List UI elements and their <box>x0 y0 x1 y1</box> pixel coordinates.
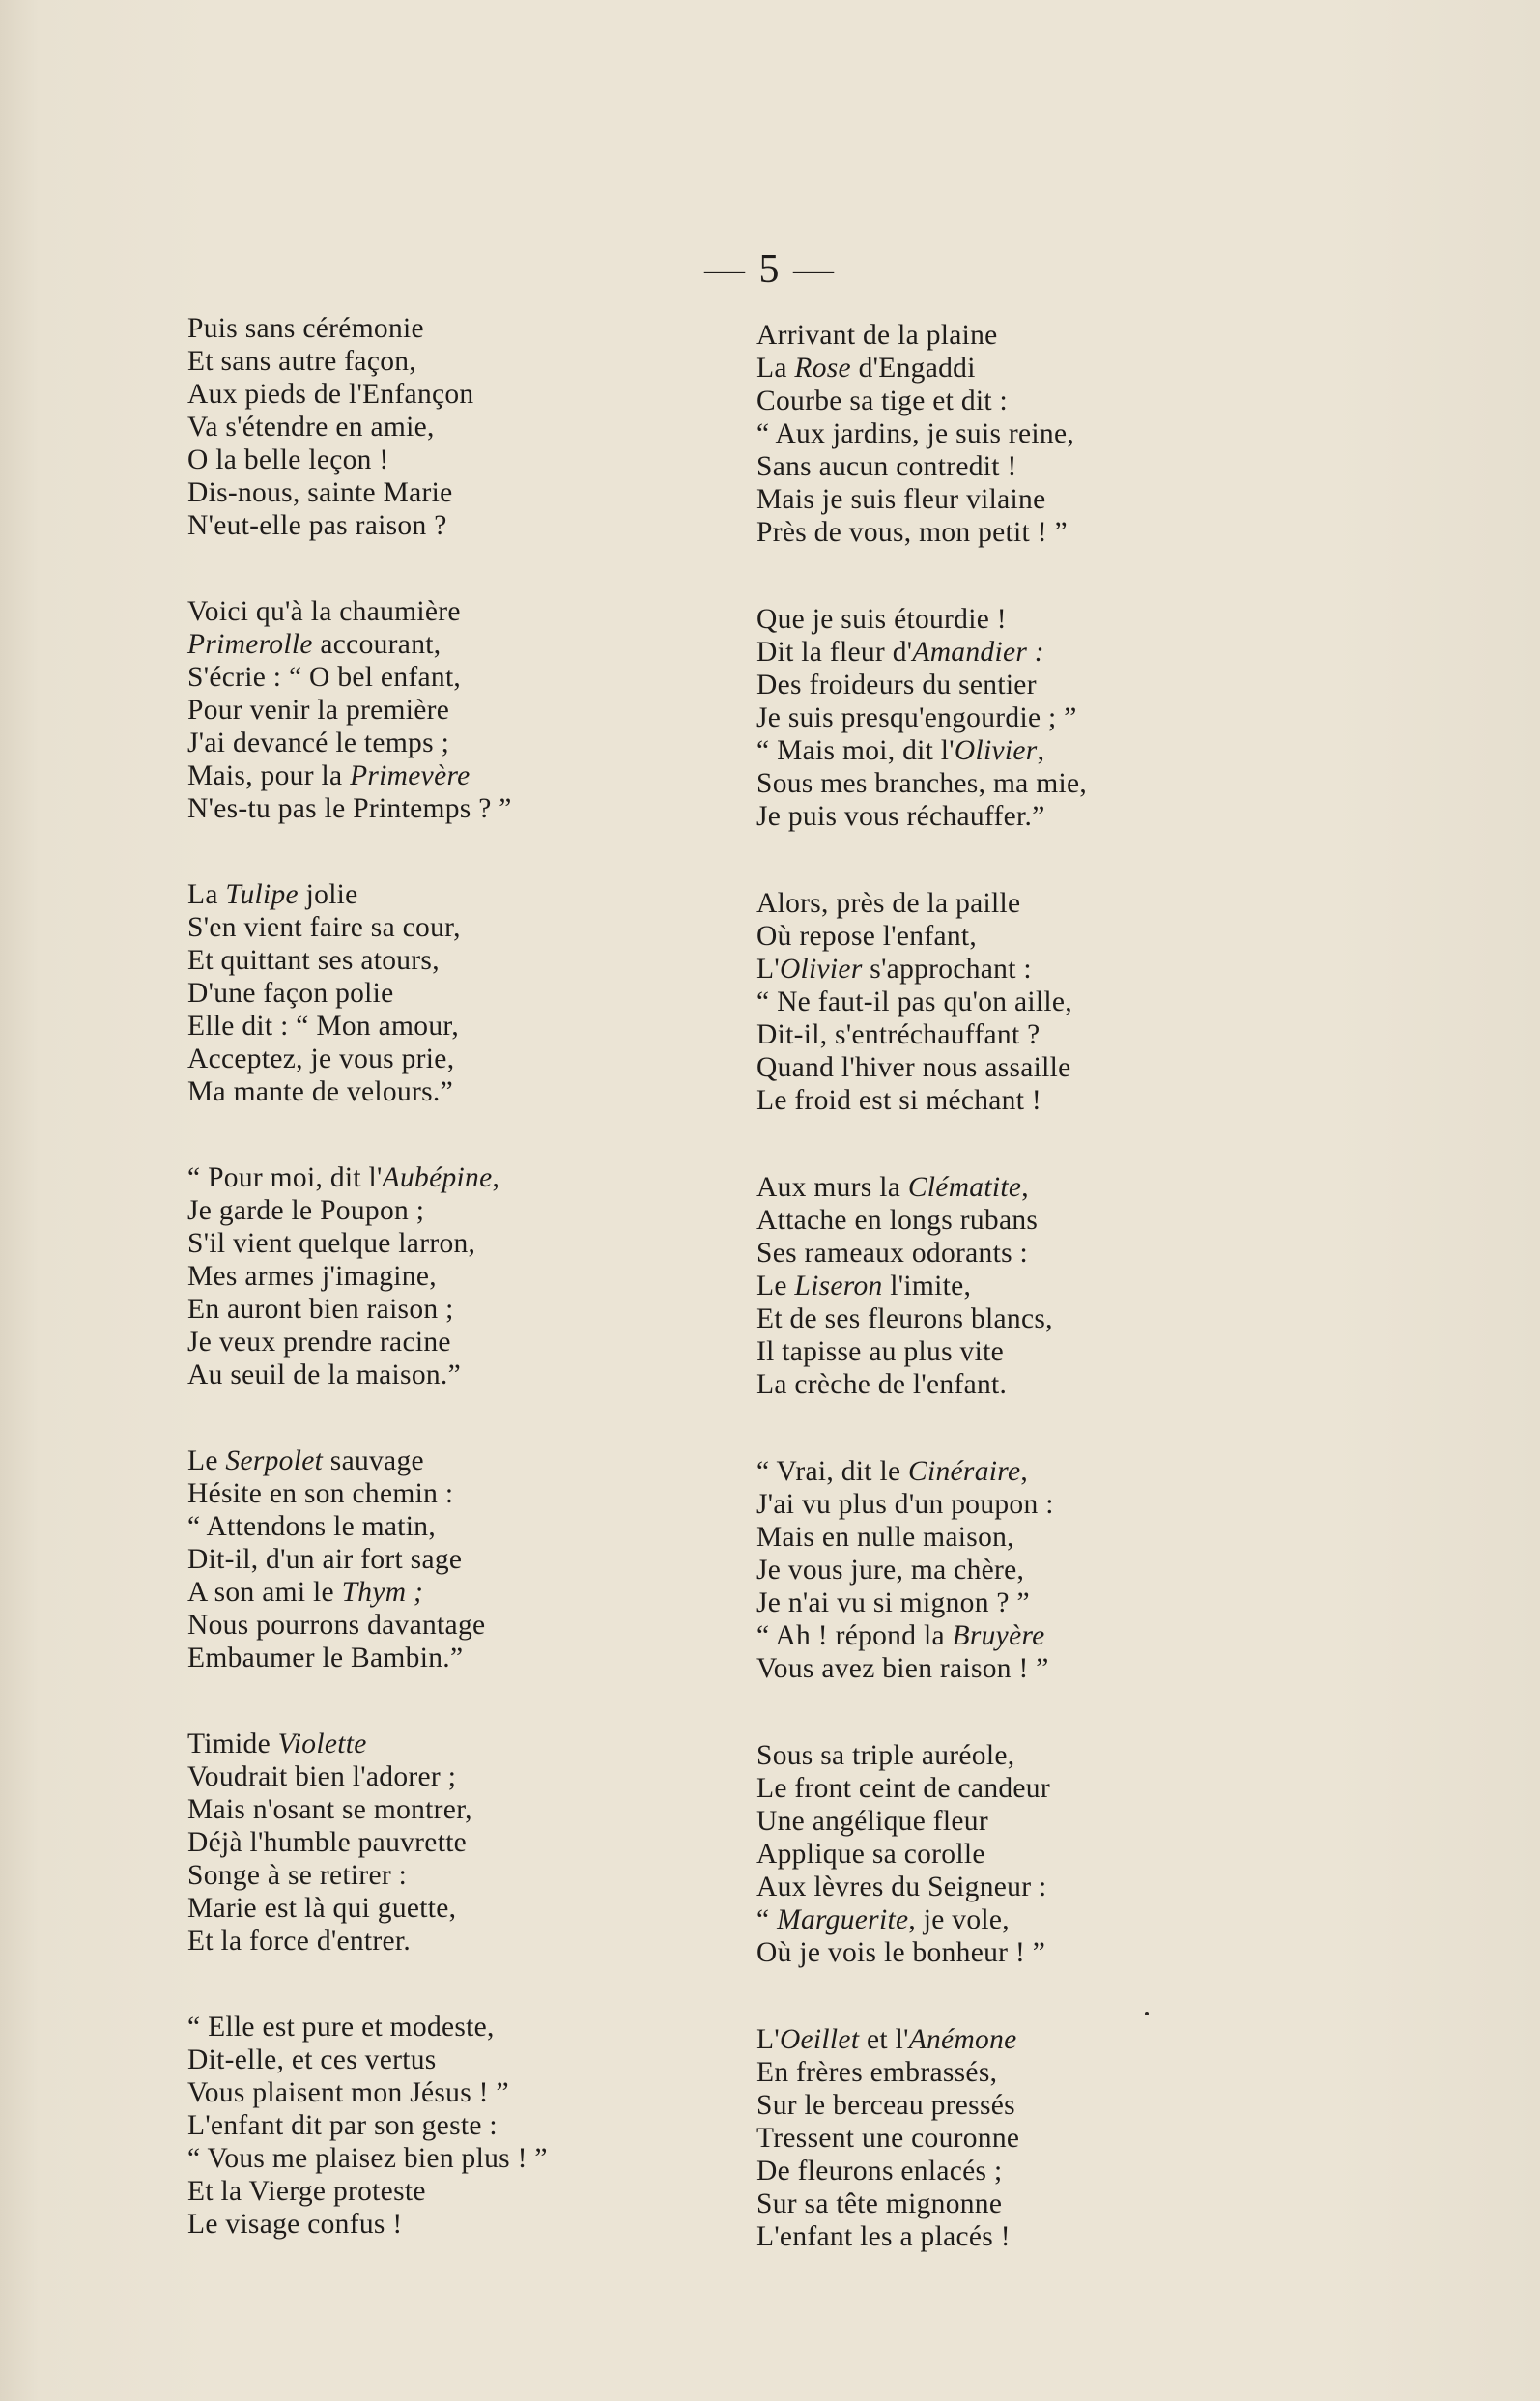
verse-line <box>756 953 1394 986</box>
verse-line <box>756 1455 1394 1488</box>
verse-text: Vous plaisent mon Jésus ! ” <box>187 2077 509 2108</box>
verse-text: Mais n'osant se montrer, <box>187 1794 472 1825</box>
verse-line <box>756 701 1394 734</box>
verse-text: Déjà l'humble pauvrette <box>187 1827 468 1858</box>
verse-line <box>187 2076 825 2109</box>
verse-line <box>756 2155 1394 2187</box>
verse-text: La <box>756 353 795 384</box>
flower-name: Clématite <box>907 1172 1022 1203</box>
verse-line <box>756 2122 1394 2155</box>
verse-text: Timide <box>187 1729 278 1759</box>
verse-line <box>756 603 1394 636</box>
verse-line <box>187 595 825 628</box>
verse-text: Sur sa tête mignonne <box>756 2188 1003 2219</box>
right-stanza-5 <box>756 1455 1394 1685</box>
verse-line <box>756 352 1394 385</box>
verse-line <box>187 944 825 977</box>
flower-name: Cinéraire <box>908 1456 1021 1487</box>
verse-text: “ Aux jardins, je suis reine, <box>756 418 1075 449</box>
flower-name: Primerolle <box>187 629 313 660</box>
verse-line <box>756 516 1394 549</box>
verse-text: Je puis vous réchauffer.” <box>756 801 1045 832</box>
verse-text: Courbe sa tige et dit : <box>756 386 1009 416</box>
verse-text: Embaumer le Bambin.” <box>187 1643 464 1673</box>
verse-line <box>756 417 1394 450</box>
verse-text: sauvage <box>323 1445 424 1476</box>
verse-text: “ Ne faut-il pas qu'on aille, <box>756 986 1072 1017</box>
verse-text: Le <box>756 1271 795 1301</box>
verse-text: L'enfant les a placés ! <box>756 2221 1011 2252</box>
verse-line <box>756 1805 1394 1838</box>
verse-text: La <box>187 879 226 910</box>
verse-line <box>187 1075 825 1108</box>
flower-name: Marguerite <box>777 1904 909 1935</box>
verse-line <box>187 1260 825 1293</box>
verse-text: Mais, pour la <box>187 760 351 791</box>
verse-text: N'eut-elle pas raison ? <box>187 510 447 541</box>
verse-text: Et quittant ses atours, <box>187 945 440 976</box>
verse-line <box>187 378 825 411</box>
verse-text: Tressent une couronne <box>756 2123 1020 2154</box>
verse-text: S'il vient quelque larron, <box>187 1228 476 1259</box>
verse-text: Voici qu'à la chaumière <box>187 596 461 627</box>
verse-text: L' <box>756 2024 780 2055</box>
verse-text: s'approchant : <box>862 954 1032 985</box>
verse-text: Acceptez, je vous prie, <box>187 1043 455 1074</box>
verse-line <box>756 2056 1394 2089</box>
verse-line <box>187 1510 825 1543</box>
verse-line <box>187 628 825 661</box>
verse-line <box>756 450 1394 483</box>
verse-text: Dit-elle, et ces vertus <box>187 2044 437 2075</box>
verse-line <box>756 1521 1394 1554</box>
verse-text: “ Attendons le matin, <box>187 1511 437 1542</box>
verse-line <box>187 1609 825 1642</box>
flower-name: Oeillet <box>779 2024 860 2055</box>
verse-line <box>187 476 825 509</box>
verse-line <box>187 1576 825 1609</box>
verse-line <box>187 759 825 792</box>
verse-text: Quand l'hiver nous assaille <box>756 1052 1071 1083</box>
verse-line <box>187 1161 825 1194</box>
verse-text: Aux murs la <box>756 1172 908 1203</box>
verse-text: “ Pour moi, dit l' <box>187 1162 383 1193</box>
verse-text: Marie est là qui guette, <box>187 1893 457 1924</box>
verse-text: Arrivant de la plaine <box>756 320 998 351</box>
verse-line <box>187 694 825 727</box>
verse-text: l'imite, <box>882 1271 972 1301</box>
verse-line <box>756 1652 1394 1685</box>
verse-text: , <box>1037 735 1045 766</box>
verse-text: Attache en longs rubans <box>756 1205 1039 1236</box>
verse-text: S'en vient faire sa cour, <box>187 912 461 943</box>
verse-text: En auront bien raison ; <box>187 1294 454 1325</box>
verse-text: Songe à se retirer : <box>187 1860 408 1891</box>
verse-line <box>187 1477 825 1510</box>
verse-line <box>187 1925 825 1958</box>
ink-speck <box>1145 2012 1149 2015</box>
verse-text: “ Vrai, dit le <box>756 1456 909 1487</box>
verse-text: Mais je suis fleur vilaine <box>756 484 1046 515</box>
verse-line <box>756 1368 1394 1401</box>
left-stanza-1 <box>187 312 825 542</box>
verse-line <box>187 1728 825 1760</box>
verse-text: D'une façon polie <box>187 978 394 1009</box>
verse-text: Vous avez bien raison ! ” <box>756 1653 1049 1684</box>
flower-name: Liseron <box>794 1271 883 1301</box>
verse-line <box>187 2142 825 2175</box>
verse-line <box>187 727 825 759</box>
verse-text: Je vous jure, ma chère, <box>756 1555 1025 1586</box>
verse-text: Mais en nulle maison, <box>756 1522 1014 1553</box>
verse-text: Applique sa corolle <box>756 1839 985 1870</box>
verse-line <box>756 920 1394 953</box>
page-number: — 5 — <box>704 247 836 292</box>
verse-text: Aux lèvres du Seigneur : <box>756 1872 1047 1902</box>
verse-line <box>756 1171 1394 1204</box>
verse-line <box>187 2011 825 2044</box>
verse-line <box>756 1586 1394 1619</box>
verse-line <box>756 734 1394 767</box>
left-stanza-4 <box>187 1161 825 1391</box>
verse-text: Une angélique fleur <box>756 1806 988 1837</box>
verse-text: , <box>1021 1172 1029 1203</box>
right-stanza-7 <box>756 2023 1394 2253</box>
verse-text: Va s'étendre en amie, <box>187 412 435 443</box>
verse-text: Il tapisse au plus vite <box>756 1336 1004 1367</box>
verse-line <box>756 1619 1394 1652</box>
verse-line <box>756 1204 1394 1237</box>
verse-line <box>187 411 825 443</box>
left-column <box>187 312 825 2294</box>
verse-text: La crèche de l'enfant. <box>756 1369 1008 1400</box>
verse-line <box>756 767 1394 800</box>
verse-text: N'es-tu pas le Printemps ? ” <box>187 793 512 824</box>
right-stanza-3 <box>756 887 1394 1117</box>
verse-text: Le front ceint de candeur <box>756 1773 1050 1804</box>
verse-text: Hésite en son chemin : <box>187 1478 454 1509</box>
verse-text: Dit la fleur d' <box>756 637 913 668</box>
verse-text: “ <box>756 1904 778 1935</box>
left-stanza-3 <box>187 878 825 1108</box>
verse-text: De fleurons enlacés ; <box>756 2156 1003 2187</box>
verse-line <box>187 1358 825 1391</box>
verse-text: Je suis presqu'engourdie ; ” <box>756 702 1077 733</box>
verse-text: L' <box>756 954 780 985</box>
verse-text: Je garde le Poupon ; <box>187 1195 425 1226</box>
right-stanza-1 <box>756 319 1394 549</box>
verse-text: Dis-nous, sainte Marie <box>187 477 453 508</box>
left-stanza-7 <box>187 2011 825 2241</box>
verse-text: Le froid est si méchant ! <box>756 1085 1042 1116</box>
verse-text: Mes armes j'imagine, <box>187 1261 437 1292</box>
verse-text: Sur le berceau pressés <box>756 2090 1015 2121</box>
verse-text: Près de vous, mon petit ! ” <box>756 517 1068 548</box>
verse-line <box>187 792 825 825</box>
verse-line <box>187 2044 825 2076</box>
left-stanza-6 <box>187 1728 825 1958</box>
verse-text: Où repose l'enfant, <box>756 921 978 952</box>
verse-text: Aux pieds de l'Enfançon <box>187 379 474 410</box>
verse-text: Des froideurs du sentier <box>756 670 1037 700</box>
verse-line <box>187 1194 825 1227</box>
verse-line <box>187 1010 825 1043</box>
verse-text: Dit-il, s'entréchauffant ? <box>756 1019 1041 1050</box>
verse-text: J'ai vu plus d'un poupon : <box>756 1489 1054 1520</box>
verse-line <box>187 1444 825 1477</box>
verse-text: d'Engaddi <box>850 353 976 384</box>
flower-name: Olivier <box>779 954 863 985</box>
verse-text: Je veux prendre racine <box>187 1327 451 1358</box>
verse-text: Sous sa triple auréole, <box>756 1740 1015 1771</box>
verse-text: O la belle leçon ! <box>187 444 389 475</box>
verse-text: En frères embrassés, <box>756 2057 998 2088</box>
verse-line <box>187 1826 825 1859</box>
right-column <box>756 319 1394 2307</box>
verse-text: S'écrie : “ O bel enfant, <box>187 662 462 693</box>
verse-line <box>756 2220 1394 2253</box>
verse-line <box>187 509 825 542</box>
verse-text: “ Ah ! répond la <box>756 1620 953 1651</box>
verse-line <box>756 2187 1394 2220</box>
verse-line <box>756 669 1394 701</box>
verse-line <box>756 887 1394 920</box>
verse-line <box>756 1335 1394 1368</box>
verse-text: Le <box>187 1445 226 1476</box>
verse-line <box>187 1043 825 1075</box>
verse-text: “ Elle est pure et modeste, <box>187 2012 495 2043</box>
verse-line <box>756 800 1394 833</box>
verse-text: Sans aucun contredit ! <box>756 451 1017 482</box>
verse-line <box>187 1543 825 1576</box>
verse-line <box>187 661 825 694</box>
verse-text: Où je vois le bonheur ! ” <box>756 1937 1046 1968</box>
verse-text: Elle dit : “ Mon amour, <box>187 1011 459 1042</box>
verse-line <box>187 2208 825 2241</box>
verse-line <box>187 878 825 911</box>
flower-name: Rose <box>794 353 851 384</box>
verse-line <box>756 1051 1394 1084</box>
verse-text: Puis sans cérémonie <box>187 313 424 344</box>
verse-line <box>756 1554 1394 1586</box>
verse-text: Et la force d'entrer. <box>187 1926 412 1957</box>
flower-name: Thym ; <box>341 1577 424 1608</box>
verse-text: Au seuil de la maison.” <box>187 1359 461 1390</box>
verse-text: Sous mes branches, ma mie, <box>756 768 1088 799</box>
flower-name: Aubépine <box>382 1162 493 1193</box>
verse-text: Le visage confus ! <box>187 2209 403 2240</box>
verse-line <box>756 1018 1394 1051</box>
left-stanza-2 <box>187 595 825 825</box>
verse-line <box>187 1227 825 1260</box>
verse-text: “ Vous me plaisez bien plus ! ” <box>187 2143 548 2174</box>
verse-text: accourant, <box>312 629 442 660</box>
verse-line <box>756 1739 1394 1772</box>
verse-line <box>756 636 1394 669</box>
verse-line <box>756 1936 1394 1969</box>
flower-name: Bruyère <box>952 1620 1045 1651</box>
verse-line <box>756 1871 1394 1903</box>
verse-text: Ma mante de velours.” <box>187 1076 453 1107</box>
verse-line <box>187 2109 825 2142</box>
verse-text: Et de ses fleurons blancs, <box>756 1303 1053 1334</box>
verse-text: Pour venir la première <box>187 695 450 726</box>
flower-name: Amandier : <box>912 637 1044 668</box>
verse-line <box>187 1892 825 1925</box>
verse-text: Et sans autre façon, <box>187 346 416 377</box>
verse-text: Voudrait bien l'adorer ; <box>187 1761 457 1792</box>
verse-line <box>187 1326 825 1358</box>
verse-line <box>187 2175 825 2208</box>
verse-text: , <box>492 1162 500 1193</box>
flower-name: Primevère <box>350 760 471 791</box>
verse-line <box>756 1838 1394 1871</box>
verse-text: Que je suis étourdie ! <box>756 604 1007 635</box>
verse-line <box>756 1084 1394 1117</box>
verse-line <box>187 977 825 1010</box>
verse-text: Et la Vierge proteste <box>187 2176 426 2207</box>
verse-text: jolie <box>298 879 358 910</box>
verse-line <box>756 483 1394 516</box>
verse-text: , je vole, <box>908 1904 1010 1935</box>
verse-line <box>756 319 1394 352</box>
verse-line <box>187 312 825 345</box>
verse-line <box>756 385 1394 417</box>
verse-line <box>756 2089 1394 2122</box>
verse-line <box>187 1859 825 1892</box>
verse-line <box>756 1237 1394 1270</box>
verse-line <box>756 1772 1394 1805</box>
verse-line <box>187 443 825 476</box>
verse-text: L'enfant dit par son geste : <box>187 2110 498 2141</box>
verse-text: A son ami le <box>187 1577 342 1608</box>
verse-line <box>756 986 1394 1018</box>
verse-text: et l' <box>859 2024 909 2055</box>
verse-line <box>187 1793 825 1826</box>
verse-line <box>187 1293 825 1326</box>
verse-line <box>756 1302 1394 1335</box>
verse-text: Dit-il, d'un air fort sage <box>187 1544 463 1575</box>
verse-line <box>187 345 825 378</box>
left-stanza-5 <box>187 1444 825 1674</box>
verse-text: Ses rameaux odorants : <box>756 1238 1029 1269</box>
verse-text: J'ai devancé le temps ; <box>187 728 450 758</box>
verse-text: , <box>1020 1456 1029 1487</box>
right-stanza-6 <box>756 1739 1394 1969</box>
flower-name: Olivier <box>954 735 1038 766</box>
verse-text: Je n'ai vu si mignon ? ” <box>756 1587 1030 1618</box>
right-stanza-4 <box>756 1171 1394 1401</box>
verse-line <box>756 1270 1394 1302</box>
verse-line <box>187 911 825 944</box>
verse-line <box>756 2023 1394 2056</box>
flower-name: Violette <box>277 1729 367 1759</box>
verse-line <box>187 1760 825 1793</box>
verse-line <box>187 1642 825 1674</box>
flower-name: Anémone <box>908 2024 1017 2055</box>
verse-line <box>756 1488 1394 1521</box>
verse-line <box>756 1903 1394 1936</box>
flower-name: Serpolet <box>225 1445 324 1476</box>
flower-name: Tulipe <box>225 879 299 910</box>
verse-text: “ Mais moi, dit l' <box>756 735 955 766</box>
verse-text: Nous pourrons davantage <box>187 1610 486 1641</box>
verse-text: Alors, près de la paille <box>756 888 1021 919</box>
right-stanza-2 <box>756 603 1394 833</box>
